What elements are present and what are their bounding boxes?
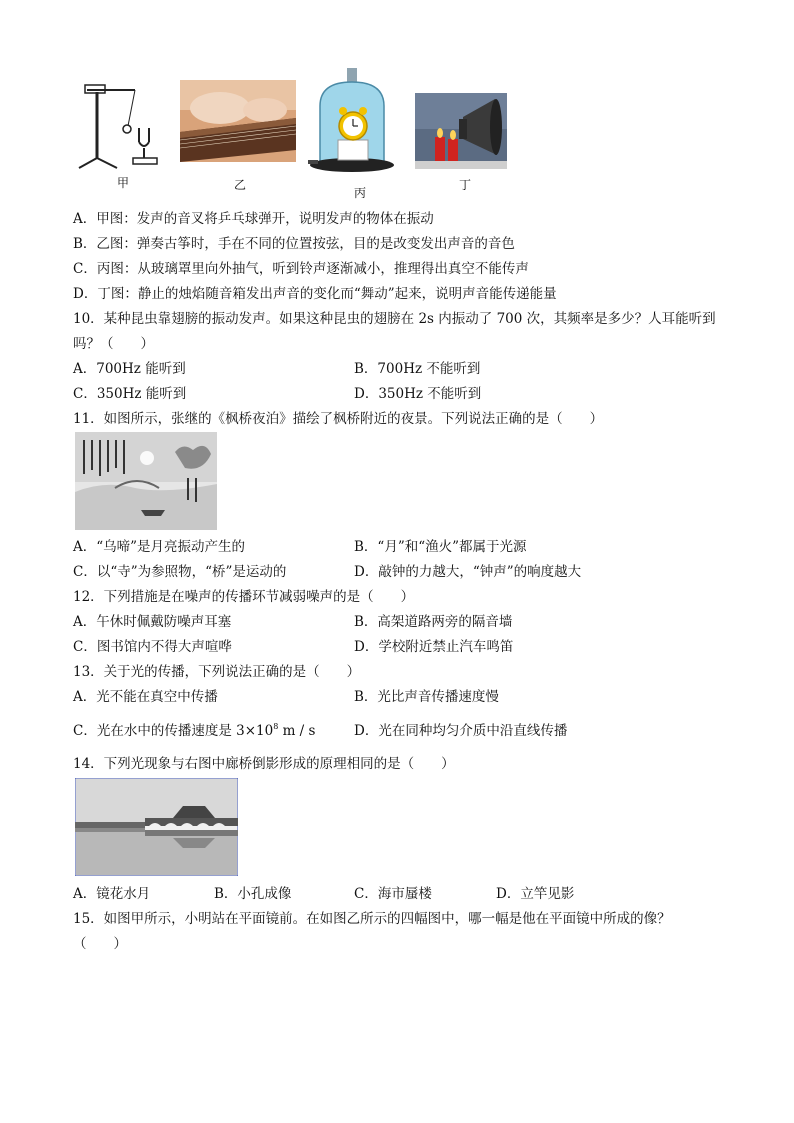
q11-stem: 11．如图所示，张继的《枫桥夜泊》描绘了枫桥附近的夜景。下列说法正确的是（ ） xyxy=(73,411,604,427)
q14-option-a: A．镜花水月 xyxy=(73,886,151,902)
q13-option-c xyxy=(73,722,315,740)
q13-option-c-base: C．光在水中的传播速度是 3×10 xyxy=(73,723,274,739)
q10-option-d: D．350Hz 不能听到 xyxy=(354,386,482,402)
q9-option-c: C．丙图：从玻璃罩里向外抽气，听到铃声逐渐减小，推理得出真空不能传声 xyxy=(73,261,529,277)
q11-option-c: C．以“寺”为参照物，“桥”是运动的 xyxy=(73,564,287,580)
q13-option-b: B．光比声音传播速度慢 xyxy=(354,689,499,705)
q12-option-d: D．学校附近禁止汽车鸣笛 xyxy=(354,639,514,655)
bell-jar-figure xyxy=(306,66,398,178)
tuning-fork-figure xyxy=(73,80,163,170)
guzheng-photo xyxy=(180,80,296,162)
q13-stem: 13．关于光的传播，下列说法正确的是（ ） xyxy=(73,664,361,680)
q9-option-b: B．乙图：弹奏古筝时，手在不同的位置按弦，目的是改变发出声音的音色 xyxy=(73,236,515,252)
q14-option-d: D．立竿见影 xyxy=(496,886,575,902)
q13-option-c-exponent: 8 xyxy=(273,722,279,731)
q10-option-b: B．700Hz 不能听到 xyxy=(354,361,481,377)
q13-option-c-unit: m / s xyxy=(278,723,316,739)
q13-option-d: D．光在同种均匀介质中沿直线传播 xyxy=(354,723,568,739)
q14-stem: 14．下列光现象与右图中廊桥倒影形成的原理相同的是（ ） xyxy=(73,756,455,772)
covered-bridge-photo xyxy=(75,778,238,876)
figure-caption-ding: 丁 xyxy=(459,178,472,192)
q12-option-c: C．图书馆内不得大声喧哗 xyxy=(73,639,232,655)
q10-stem-line1: 10．某种昆虫靠翅膀的振动发声。如果这种昆虫的翅膀在 2s 内振动了 700 次，其频率是多少？人耳能听到 xyxy=(73,311,716,327)
q14-option-c: C．海市蜃楼 xyxy=(354,886,432,902)
q9-option-d: D．丁图：静止的烛焰随音箱发出声音的变化而“舞动”起来，说明声音能传递能量 xyxy=(73,286,557,302)
q12-stem: 12．下列措施是在噪声的传播环节减弱噪声的是（ ） xyxy=(73,589,415,605)
figure-caption-yi: 乙 xyxy=(234,178,247,192)
q15-stem-line2: （ ） xyxy=(73,936,127,952)
q9-option-a: A．甲图：发声的音叉将乒乓球弹开，说明发声的物体在振动 xyxy=(73,211,434,227)
q10-option-a: A．700Hz 能听到 xyxy=(73,361,186,377)
figure-caption-jia: 甲 xyxy=(117,176,130,190)
q12-option-b: B．高架道路两旁的隔音墙 xyxy=(354,614,513,630)
q11-option-d: D．敲钟的力越大，“钟声”的响度越大 xyxy=(354,564,582,580)
q12-option-a: A．午休时佩戴防噪声耳塞 xyxy=(73,614,232,630)
figure-caption-bing: 丙 xyxy=(354,186,367,200)
q10-stem-line2: 吗？（ ） xyxy=(73,336,154,352)
q11-option-b: B．“月”和“渔火”都属于光源 xyxy=(354,539,527,555)
maple-bridge-painting xyxy=(75,432,217,530)
q13-option-a: A．光不能在真空中传播 xyxy=(73,689,218,705)
q15-stem-line1: 15．如图甲所示，小明站在平面镜前。在如图乙所示的四幅图中，哪一幅是他在平面镜中所成的像？ xyxy=(73,911,671,927)
q14-option-b: B．小孔成像 xyxy=(214,886,292,902)
speaker-candle-photo xyxy=(415,93,507,169)
q10-option-c: C．350Hz 能听到 xyxy=(73,386,187,402)
q11-option-a: A．“乌啼”是月亮振动产生的 xyxy=(73,539,246,555)
